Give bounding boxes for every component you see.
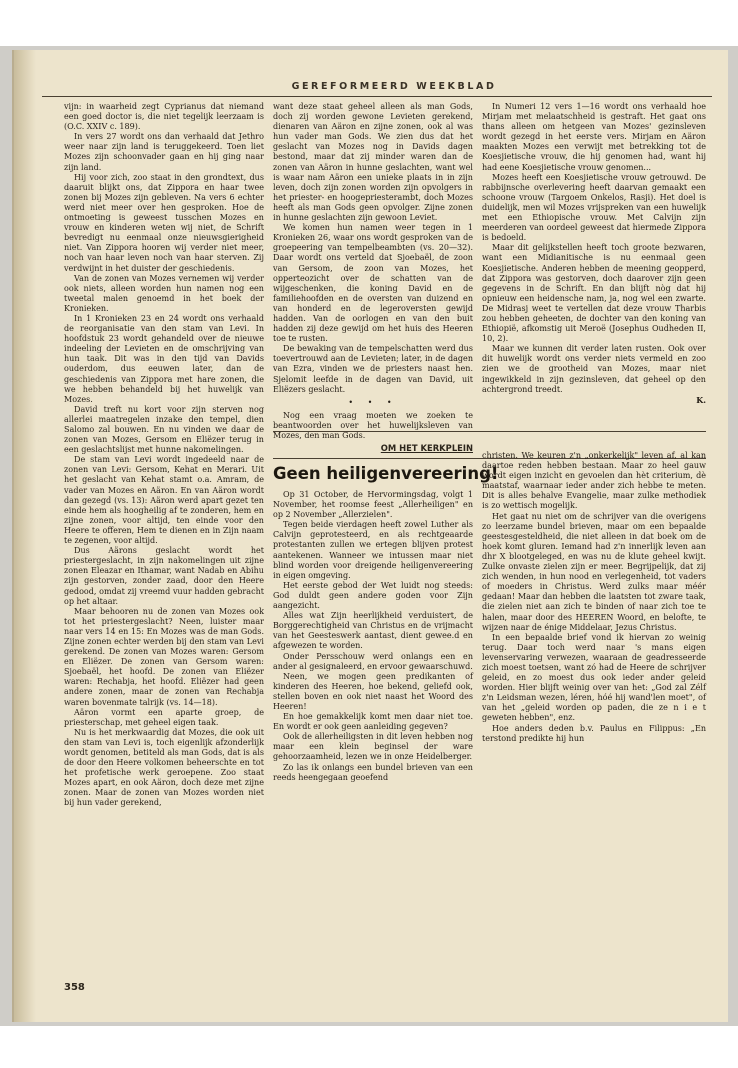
paragraph: Hij voor zich, zoo staat in den grondtext, dus daaruit blijkt ons, dat Zippora en haar twee zonen bij Mozes zijn gebleven. Na vers 6 echter werd niet meer over hen gesproken. Hoe de ontmoeting is geweest tusschen Mozes en vrouw en kinderen weten wij niet, de Schrift bevredigt nu eenmaal onze nieuwsgierigheid niet. Van Zippora hooren wij verder niet meer, noch van haar leven noch van haar sterven. Zij verdwijnt in het duister der geschiedenis.: [64, 172, 264, 273]
paragraph: Alles wat Zijn heerlijkheid verduistert, de Borggerechtigheid van Christus en de vrijmacht van het Geesteswerk aantast, dient gewee.d en afgewezen te worden.: [273, 611, 473, 651]
article-column-4: [273, 490, 473, 962]
article-divider: [273, 431, 706, 432]
paragraph: Ook de allerheiligsten in dit leven hebben nog maar een klein beginsel der ware gehoorzaamheid, lezen we in onze Heidelberger.: [273, 732, 473, 762]
paragraph: want deze staat geheel alleen als man Gods, doch zij worden gewone Levieten gerekend, dienaren van Aäron en zijne zonen, ook al was hun vader man Gods. We zien dus dat het geslacht van Mozes nog in Davids dagen bestond, maar dat zij minder waren dan de zonen van Aäron in hunne geslachten, want wel is waar nam Aäron een unieke plaats in in zijn leven, doch zijn zonen worden zijn opvolgers in het priester- en hoogepriesterambt, doch Mozes heeft als man Gods geen opvolger. Zijne zonen in hunne geslachten zijn gewoon Leviet.: [273, 102, 473, 223]
paragraph: De bewaking van de tempelschatten werd dus toevertrouwd aan de Levieten; later, in de dagen van Ezra, vinden we de priesters naast hen. Sjelomit leefde in de dagen van David, uit Eliëzers geslacht.: [273, 344, 473, 394]
section-break-stars: • • •: [348, 397, 398, 407]
article-column-5: [482, 451, 706, 962]
paragraph: Mozes heeft een Koesjietische vrouw getrouwd. De rabbijnsche overlevering heeft daarvan gemaakt een schoone vrouw (Targoem Onkelos, Rasji). Het doel is duidelijk, men wil Mozes vrijspreken van een huwelijk met een Ethiopische vrouw. Met Calvijn zijn meerderen van oordeel geweest dat hiermede Zippora is bedoeld.: [482, 172, 706, 243]
paragraph: En hoe gemakkelijk komt men daar niet toe. En wordt er ook geen aanleiding gegeven?: [273, 712, 473, 732]
paragraph: In Numeri 12 vers 1—16 wordt ons verhaald hoe Mirjam met melaatschheid is gestraft. Het gaat ons thans alleen om hetgeen van Mozes' gezinsleven wordt gezegd in het eerste vers. Mirjam en Aäron maakten Mozes een verwijt met betrekking tot de Koesjietische vrouw, die hij genomen had, want hij had eene Koesjietische vrouw genomen...: [482, 102, 706, 172]
paragraph: Neen, we mogen geen predikanten of kinderen des Heeren, hoe bekend, geliefd ook, stellen boven en ook niet naast het Woord des Heeren!: [273, 671, 473, 711]
paragraph: Onder Persschouw werd onlangs een en ander al gesignaleerd, en ervoor gewaarschuwd.: [273, 651, 473, 671]
paragraph: Het eerste gebod der Wet luidt nog steeds: God duldt geen andere goden voor Zijn aangezicht.: [273, 580, 473, 611]
page-number: 358: [64, 982, 85, 993]
page-fold-shadow: [14, 50, 36, 1022]
author-signoff: K.: [696, 394, 706, 405]
paragraph: Maar behooren nu de zonen van Mozes ook tot het priestergeslacht? Neen, luister maar naar vers 14 en 15: En Mozes was de man Gods. Zijne zonen echter werden bij den stam van Levi gerekend. De zonen van Mozes waren: Gersom en Eliëzer. De zonen van Gersom waren: Sjoebaël, het hoofd. De zonen van Eliëzer waren: Rechabja, het hoofd. Eliëzer had geen andere zonen, maar de zonen van Rechabja waren bovenmate talrijk (vs. 14—18).: [64, 606, 264, 707]
article-column-1: [64, 102, 264, 982]
paragraph: Aäron vormt een aparte groep, de priesterschap, met geheel eigen taak.: [64, 707, 264, 727]
paragraph: David treft nu kort voor zijn sterven nog allerlei maatregelen inzake den tempel, dien Salomo zal bouwen. En nu vinden we daar de zonen van Mozes, Gersom en Eliëzer terug in een geslachtslijst met hunne nakomelingen.: [64, 404, 264, 455]
header-rule: [42, 96, 712, 97]
article-column-2: [273, 102, 473, 440]
paragraph: We komen hun namen weer tegen in 1 Kronieken 26, waar ons wordt gesproken van de groepeering van tempelbeambten (vs. 20—32). Daar wordt ons verteld dat Sjoebaël, de zoon van Gersom, de zoon van Mozes, het opperteozicht over de schatten van de wijgeschenken, die koning David en de familiehoofden en de oversten van duizend en van honderd en de legeroversten gewijd hadden. Van de oorlogen en van den buit hadden zij deze gewijd om het huis des Heeren toe te rusten.: [273, 223, 473, 344]
paragraph: Nu is het merkwaardig dat Mozes, die ook uit den stam van Levi is, toch eigenlijk afzonderlijk wordt genomen, betiteld als man Gods, dat is als de door den Heere volkomen beheerschte en tot het profetische werk geroepene. Zoo staat Mozes apart, en ook Aäron, doch deze met zijne zonen. Maar de zonen van Mozes worden niet bij hun vader gerekend,: [64, 727, 264, 808]
paragraph: Van de zonen van Mozes vernemen wij verder ook niets, alleen worden hun namen nog een tweetal malen genoemd in het boek der Kronieken.: [64, 273, 264, 313]
newspaper-page: [12, 50, 728, 1022]
paragraph: Dus Aärons geslacht wordt het priestergeslacht, in zijn nakomelingen uit zijne zonen Eleazar en Ithamar, want Nadab en Abihu zijn gestorven, zonder zaad, door den Heere gedood, omdat zij vreemd vuur hadden gebracht op het altaar.: [64, 546, 264, 606]
paragraph: Zo las ik onlangs een bundel brieven van een reeds heengegaan geoefend: [273, 762, 473, 782]
section-label: OM HET KERKPLEIN: [380, 443, 473, 453]
paragraph: Maar we kunnen dit verder laten rusten. Ook over dit huwelijk wordt ons verder niets vermeld en zoo zien we de grootheid van Mozes, maar niet ingewikkeld in zijn gezinsleven, dat geheel op den achtergrond treedt.: [482, 344, 706, 394]
paragraph: Het gaat nu niet om de schrijver van die overigens zo leerzame bundel brieven, maar om een bepaalde geestesgesteldheid, die niet alleen in dat boek om de hoek komt gluren. Iemand had z'n innerlijk leven aan dhr X blootgeleged, en was nu de klute geheel kwijt. Zulke onvaste zielen zijn er meer. Begrijpelijk, dat zij zich wenden, in hun nood en verlegenheid, tot vaders of moeders in Christus. Werd zulks maar méér gedaan! Maar dan hebben die laatsten tot zware taak, die zielen niet aan zich te binden of naar zich toe te halen, maar door des HEEREN Woord, en belofte, te wijzen naar de énige Middelaar, Jezus Christus.: [482, 511, 706, 632]
paragraph: Tegen beide vierdagen heeft zowel Luther als Calvijn geprotesteerd, en als rechtgeaarde protestanten zullen we ertegen blijven protest aantekenen. Wanneer we intussen maar niet blind worden voor dreigende heiligenvereering in eigen omgeving.: [273, 520, 473, 580]
paragraph: Maar dit gelijkstellen heeft toch groote bezwaren, want een Midianitische is nu eenmaal geen Koesjietische. Anderen hebben de meening geopperd, dat Zippora was gestorven, doch daarover zijn geen gegevens in de Schrift. En dan blijft nòg dat hij opnieuw een heidensche nam, ja, nog wel een zwarte. De Midrasj weet te vertellen dat deze vrouw Tharbis zou hebben geheeten, de dochter van den koning van Ethiopië, afkomstig uit Meroë (Josephus Oudheden II, 10, 2).: [482, 243, 706, 344]
paragraph: christen. We keuren z'n „onkerkelijk" leven af, al kan daartoe reden hebben bestaan. Maar zo heel gauw wordt eigen inzicht en gevoelen dan hèt criterium, dè maatstaf, waarnaar ieder ander zich hebbe te meten. Dit is alles behalve Evangelie, maar zulke methodiek is zo wettisch mogelijk.: [482, 451, 706, 511]
paragraph: Nog een vraag moeten we zoeken te beantwoorden over het huwelijksleven van Mozes, den man Gods.: [273, 410, 473, 440]
paragraph: In vers 27 wordt ons dan verhaald dat Jethro weer naar zijn land is teruggekeerd. Toen liet Mozes zijn schoonvader gaan en hij ging naar zijn land.: [64, 132, 264, 172]
article-headline: Geen heiligenvereering!: [273, 464, 499, 483]
paragraph: Hoe anders deden b.v. Paulus en Filippus: „En terstond predikte hij hun: [482, 723, 706, 743]
running-head: GEREFORMEERD WEEKBLAD: [291, 81, 497, 92]
paragraph: vijn: in waarheid zegt Cyprianus dat niemand een goed doctor is, die niet tegelijk leerzaam is (O.C. XXIV c. 189).: [64, 102, 264, 132]
paragraph: In 1 Kronieken 23 en 24 wordt ons verhaald de reorganisatie van den stam van Levi. In hoofdstuk 23 wordt gehandeld over de nieuwe indeeling der Levieten en de omschrijving van hun taak. Dit was in den tijd van Davids ouderdom, dus eeuwen later, dan de geschiedenis van Zippora met hare zonen, die we hebben behandeld bij het huwelijk van Mozes.: [64, 313, 264, 404]
paragraph: Op 31 October, de Hervormingsdag, volgt 1 November, het roomse feest „Allerheiligen" en op 2 November „Allerzielen".: [273, 490, 473, 520]
article-column-3: [482, 102, 706, 420]
paragraph: In een bepaalde brief vond ik hiervan zo weinig terug. Daar toch werd naar 's mans eigen levenservaring verwezen, waaraan de geadresseerde zich moest toetsen, want zó had de Heere de schrijver geleid, en zo moest dus ook ieder ander geleid worden. Hier blijft weinig over van het: „God zal Zélf z'n Leidsman wezen, léren, hóé hij wand'len moet", of van het „geleid worden op paden, die ze n i e t geweten hebben", enz.: [482, 632, 706, 723]
paragraph: De stam van Levi wordt ingedeeld naar de zonen van Levi: Gersom, Kehat en Merari. Uit het geslacht van Kehat stamt o.a. Amram, de vader van Mozes en Aäron. En van Aäron wordt dan gezegd (vs. 13): Aäron werd apart gezet ten einde hem als hoogheilig af te zonderen, hem en zijne zonen, voor altijd, ten einde voor den Heere te offeren, Hem te dienen en in Zijn naam te zegenen, voor altijd.: [64, 455, 264, 546]
